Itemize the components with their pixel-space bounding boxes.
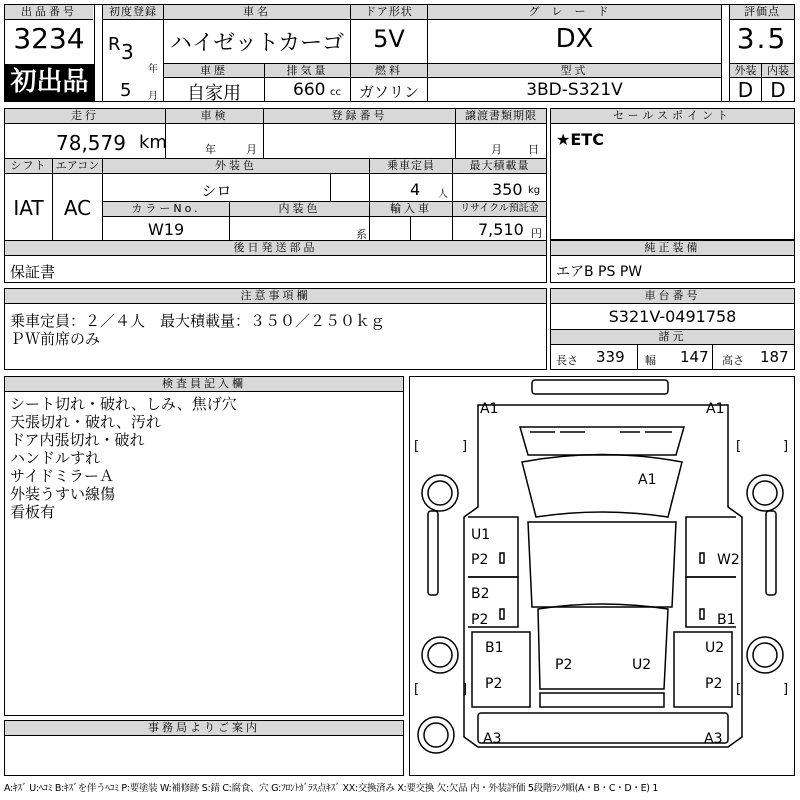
mark-left-front-door-2: P2 (471, 552, 489, 568)
exterior-score: D (737, 78, 754, 102)
mark-left-rear-corner: P2 (485, 676, 503, 692)
inspection-month-unit: 月 (246, 143, 257, 156)
bracket-open: [ (414, 682, 420, 697)
door-header: ドア形状 (351, 5, 427, 20)
mileage-unit: km (139, 132, 167, 153)
bracket-open: [ (414, 439, 420, 454)
shift: IAT (13, 196, 44, 220)
plate-header: 登録番号 (264, 109, 455, 124)
mileage: 78,579 (56, 131, 126, 155)
capacity-unit: 人 (438, 189, 448, 200)
year-unit: 年 (148, 64, 158, 75)
width: 147 (680, 348, 709, 366)
color-no-header: カラーNo. (103, 201, 229, 217)
chassis-number: S321V-0491758 (608, 307, 737, 326)
mark-front-left: A1 (480, 401, 499, 417)
color-no: W19 (148, 220, 185, 239)
capacity-header: 乗車定員 (370, 159, 452, 174)
inspector-note: シート切れ・破れ、しみ、焦げ穴 (10, 395, 237, 413)
length: 339 (596, 348, 625, 366)
mark-rear-bumper-right: A3 (704, 731, 723, 747)
mark-right-rear-door: B1 (717, 612, 736, 628)
era-label: R (108, 34, 121, 55)
import-header: 輸入車 (370, 201, 452, 217)
notes-header: 注意事項欄 (5, 289, 546, 304)
aircon: AC (63, 196, 92, 220)
width-label: 幅 (645, 354, 656, 367)
car-diagram (409, 376, 795, 776)
interior-score: D (770, 78, 786, 102)
equipment-header: 純正装備 (551, 241, 794, 256)
bracket-close: ] (783, 439, 789, 454)
fuel-header: 燃料 (351, 63, 427, 78)
displacement-unit: cc (330, 87, 341, 98)
shift-header: シフト (5, 159, 52, 174)
reg-year: 3 (121, 40, 134, 64)
max-load: 350 (492, 180, 523, 199)
int-color-header: 内装色 (230, 201, 369, 217)
notes-line-2: ＰＷ前席のみ (10, 330, 101, 348)
aircon-header: エアコン (53, 159, 102, 174)
model-name: ハイゼットカーゴ (169, 31, 345, 56)
inspection-header: 車検 (166, 109, 263, 124)
history: 自家用 (187, 83, 241, 104)
mark-front-right: A1 (706, 401, 725, 417)
inspector-header: 検査員記入欄 (5, 377, 403, 392)
bracket-close: ] (462, 682, 468, 697)
car-diagram-drawing (410, 377, 794, 775)
chassis-header: 車台番号 (551, 289, 794, 304)
first-listing-badge: 初出品 (5, 64, 94, 101)
height-label: 高さ (722, 354, 744, 367)
ext-color: シロ (201, 182, 232, 200)
mark-left-rear-door-2: P2 (471, 612, 489, 628)
mark-rear-right: U2 (632, 657, 652, 673)
legend: A:ｷｽﾞ U:ﾍｺﾐ B:ｷｽﾞを伴うﾍｺﾐ P:要塗装 W:補修跡 S:錆 C:腐食、穴 G:ﾌﾛﾝﾄｶﾞﾗｽ点ｷｽﾞ XX:交換済み X:要交換 欠:欠品 内・外装評価 5段階ﾗﾝｸ順(A・B・C・D・E) 1 (4, 783, 659, 794)
displacement-header: 排気量 (265, 63, 350, 78)
transfer-header: 譲渡書類期限 (456, 109, 546, 124)
interior-score-header: 内装 (762, 63, 794, 78)
reg-month: 5 (120, 80, 132, 101)
inspector-note: ドア内張切れ・破れ (10, 431, 145, 449)
height: 187 (760, 348, 789, 366)
mark-right-rear-corner: P2 (705, 676, 723, 692)
recycle-header: リサイクル預託金 (453, 201, 546, 217)
model-code-header: 型式 (428, 63, 721, 78)
mark-hood: A1 (638, 472, 657, 488)
bracket-open: [ (736, 439, 742, 454)
sales-point-box (550, 108, 795, 240)
mark-left-rear-fender: B1 (485, 640, 504, 656)
int-color-unit: 系 (356, 228, 367, 241)
score: 3.5 (736, 22, 788, 55)
inspector-note: ハンドルすれ (10, 449, 101, 467)
mileage-header: 走行 (5, 109, 165, 124)
accessories: 保証書 (10, 263, 56, 281)
sales-point-header: セールスポイント (551, 109, 794, 124)
score-header: 評価点 (730, 5, 794, 20)
transfer-day-unit: 日 (528, 143, 539, 156)
month-unit: 月 (148, 91, 158, 102)
history-header: 車歴 (164, 63, 264, 78)
mark-right-front-door: W2 (717, 552, 740, 568)
mark-rear-bumper-left: A3 (483, 731, 502, 747)
grade-header: グレード (428, 5, 721, 20)
door-type: 5V (373, 25, 405, 53)
max-load-unit: kg (528, 185, 541, 196)
ext-color-header: 外装色 (103, 159, 369, 174)
mark-left-front-door-1: U1 (471, 527, 491, 543)
model-code: 3BD-S321V (526, 80, 623, 100)
first-reg-header: 初度登録 (103, 5, 163, 20)
model-name-header: 車名 (164, 5, 350, 20)
dimensions-header: 諸元 (551, 329, 794, 345)
recycle-unit: 円 (531, 227, 542, 240)
transfer-month-unit: 月 (491, 143, 502, 156)
accessories-header: 後日発送部品 (5, 241, 546, 256)
capacity: 4 (410, 180, 421, 199)
lot-no-header: 出品番号 (5, 5, 93, 20)
lot-number: 3234 (13, 22, 85, 55)
fuel: ガソリン (358, 83, 419, 101)
inspection-year-unit: 年 (205, 143, 216, 156)
grade: DX (555, 24, 594, 54)
recycle: 7,510 (478, 220, 524, 239)
notes-line-1: 乗車定員：２／４人 最大積載量：３５０／２５０ｋｇ (10, 312, 386, 330)
equipment: エアB PS PW (556, 264, 643, 280)
exterior-score-header: 外装 (730, 63, 761, 78)
displacement: 660 (293, 80, 326, 100)
bracket-open: [ (736, 682, 742, 697)
bracket-close: ] (462, 439, 468, 454)
mark-right-rear-fender: U2 (705, 640, 725, 656)
mark-left-rear-door-1: B2 (471, 586, 490, 602)
sales-point: ★ETC (556, 130, 604, 149)
inspector-note: サイドミラーＡ (10, 467, 114, 485)
inspector-note: 天張切れ・破れ、汚れ (10, 413, 161, 431)
inspector-notes-list (10, 395, 237, 521)
length-label: 長さ (556, 354, 578, 367)
office-header: 事務局よりご案内 (5, 721, 403, 736)
inspector-note: 外装うすい線傷 (10, 485, 116, 503)
max-load-header: 最大積載量 (453, 159, 546, 174)
accessories-box (4, 255, 547, 283)
mark-rear-left: P2 (555, 657, 573, 673)
inspector-note: 看板有 (10, 503, 56, 521)
bracket-close: ] (783, 682, 789, 697)
